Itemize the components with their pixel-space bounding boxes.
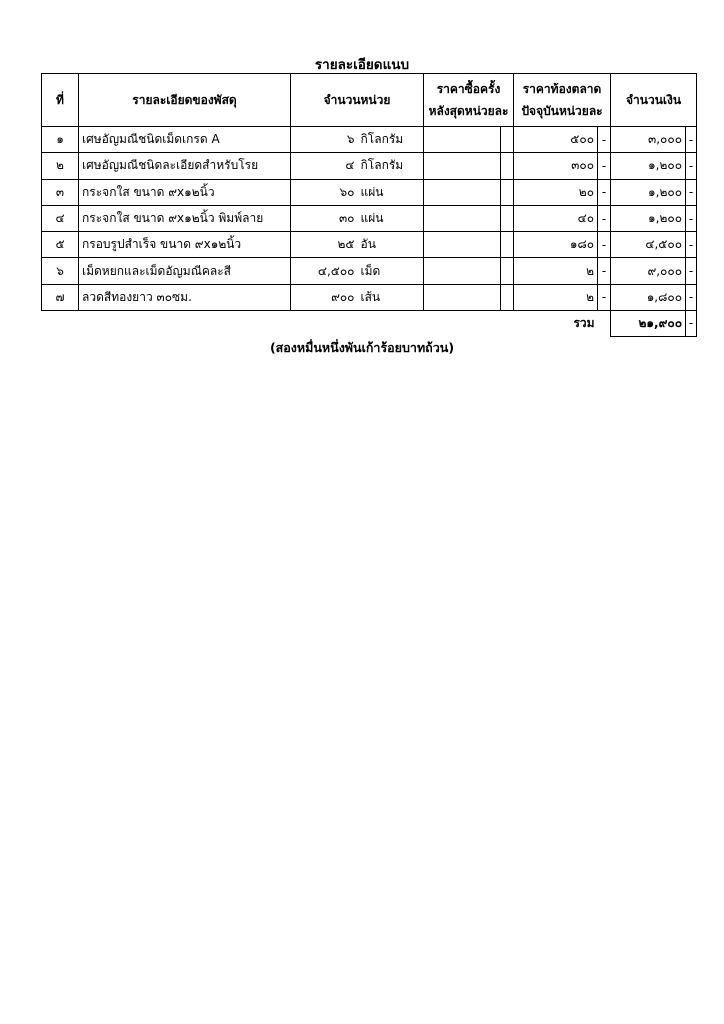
- header-last-price-line2: หลังสุดหน่วยละ: [428, 104, 509, 118]
- cell-amount-decimal: -: [686, 153, 697, 179]
- cell-amount-decimal: -: [686, 205, 697, 231]
- cell-no: ๑: [42, 127, 79, 153]
- cell-unit: เม็ด: [359, 258, 424, 284]
- cell-unit: อัน: [359, 232, 424, 258]
- cell-amount-decimal: -: [686, 232, 697, 258]
- total-label: รวม: [42, 311, 598, 337]
- total-decimal: -: [686, 311, 697, 337]
- cell-last-price: [424, 127, 501, 153]
- header-details: รายละเอียดของพัสดุ: [79, 74, 291, 127]
- cell-amount-decimal: -: [686, 258, 697, 284]
- cell-last-price-decimal: [501, 153, 514, 179]
- cell-description: กระจกใส ขนาด ๙x๑๒นิ้ว พิมพ์ลาย: [79, 205, 291, 231]
- cell-last-price: [424, 153, 501, 179]
- cell-quantity: ๒๕: [291, 232, 359, 258]
- cell-description: เม็ดหยกและเม็ดอัญมณีคละสี: [79, 258, 291, 284]
- header-last-price-line1: ราคาซื้อครั้ง: [436, 82, 501, 96]
- cell-market-price: ๕๐๐: [514, 127, 598, 153]
- cell-unit: กิโลกรัม: [359, 127, 424, 153]
- cell-description: เศษอัญมณีชนิดเม็ดเกรด A: [79, 127, 291, 153]
- header-amount: จำนวนเงิน: [611, 74, 697, 127]
- cell-market-price-decimal: -: [598, 258, 611, 284]
- cell-unit: เส้น: [359, 284, 424, 310]
- cell-last-price: [424, 205, 501, 231]
- table-row: [42, 232, 697, 258]
- total-row: [42, 311, 697, 337]
- cell-description: กรอบรูปสำเร็จ ขนาด ๙x๑๒นิ้ว: [79, 232, 291, 258]
- cell-market-price: ๒: [514, 258, 598, 284]
- cell-market-price-decimal: -: [598, 205, 611, 231]
- cell-last-price-decimal: [501, 179, 514, 205]
- cell-market-price-decimal: -: [598, 127, 611, 153]
- cell-last-price-decimal: [501, 284, 514, 310]
- cell-amount: ๔,๕๐๐: [611, 232, 686, 258]
- cell-quantity: ๔: [291, 153, 359, 179]
- header-qty-unit: จำนวนหน่วย: [291, 74, 424, 127]
- cell-last-price-decimal: [501, 205, 514, 231]
- cell-no: ๔: [42, 205, 79, 231]
- total-amount: ๒๑,๙๐๐: [611, 311, 686, 337]
- cell-market-price: ๒๐: [514, 179, 598, 205]
- document-title: รายละเอียดแนบ: [314, 57, 410, 73]
- cell-no: ๖: [42, 258, 79, 284]
- cell-last-price-decimal: [501, 258, 514, 284]
- cell-market-price-decimal: -: [598, 179, 611, 205]
- cell-market-price: ๒: [514, 284, 598, 310]
- cell-market-price: ๑๘๐: [514, 232, 598, 258]
- table-row: [42, 205, 697, 231]
- cell-quantity: ๔,๕๐๐: [291, 258, 359, 284]
- cell-market-price-decimal: -: [598, 284, 611, 310]
- cell-market-price-decimal: -: [598, 153, 611, 179]
- header-market-price-line1: ราคาท้องตลาด: [522, 82, 602, 96]
- cell-last-price: [424, 284, 501, 310]
- cell-market-price: ๓๐๐: [514, 153, 598, 179]
- cell-amount: ๑,๒๐๐: [611, 205, 686, 231]
- header-market-price-line2: ปัจจุบันหน่วยละ: [521, 104, 603, 118]
- cell-quantity: ๙๐๐: [291, 284, 359, 310]
- cell-no: ๗: [42, 284, 79, 310]
- table-row: [42, 179, 697, 205]
- table-header-row: [42, 74, 697, 127]
- cell-no: ๓: [42, 179, 79, 205]
- cell-amount: ๑,๒๐๐: [611, 153, 686, 179]
- cell-amount-decimal: -: [686, 284, 697, 310]
- cell-description: เศษอัญมณีชนิดละเอียดสำหรับโรย: [79, 153, 291, 179]
- cell-amount-decimal: -: [686, 127, 697, 153]
- cell-quantity: ๓๐: [291, 205, 359, 231]
- cell-amount: ๓,๐๐๐: [611, 127, 686, 153]
- cell-no: ๒: [42, 153, 79, 179]
- table-row: [42, 127, 697, 153]
- cell-description: ลวดสีทองยาว ๓๐ซม.: [79, 284, 291, 310]
- cell-unit: กิโลกรัม: [359, 153, 424, 179]
- cell-quantity: ๖๐: [291, 179, 359, 205]
- cell-amount: ๑,๘๐๐: [611, 284, 686, 310]
- cell-last-price: [424, 179, 501, 205]
- amount-in-words: (สองหมื่นหนึ่งพันเก้าร้อยบาทถ้วน): [269, 340, 455, 355]
- cell-amount: ๙,๐๐๐: [611, 258, 686, 284]
- cell-no: ๕: [42, 232, 79, 258]
- cell-amount: ๑,๒๐๐: [611, 179, 686, 205]
- table-row: [42, 284, 697, 310]
- cell-unit: แผ่น: [359, 205, 424, 231]
- cell-description: กระจกใส ขนาด ๙x๑๒นิ้ว: [79, 179, 291, 205]
- cell-market-price-decimal: -: [598, 232, 611, 258]
- cell-last-price: [424, 258, 501, 284]
- cell-last-price-decimal: [501, 127, 514, 153]
- table-row: [42, 258, 697, 284]
- details-table: [41, 73, 697, 337]
- header-market-price: [514, 74, 611, 127]
- header-last-price: [424, 74, 514, 127]
- cell-market-price: ๔๐: [514, 205, 598, 231]
- cell-last-price: [424, 232, 501, 258]
- cell-quantity: ๖: [291, 127, 359, 153]
- table-row: [42, 153, 697, 179]
- header-no: ที่: [42, 74, 79, 127]
- cell-unit: แผ่น: [359, 179, 424, 205]
- cell-amount-decimal: -: [686, 179, 697, 205]
- cell-last-price-decimal: [501, 232, 514, 258]
